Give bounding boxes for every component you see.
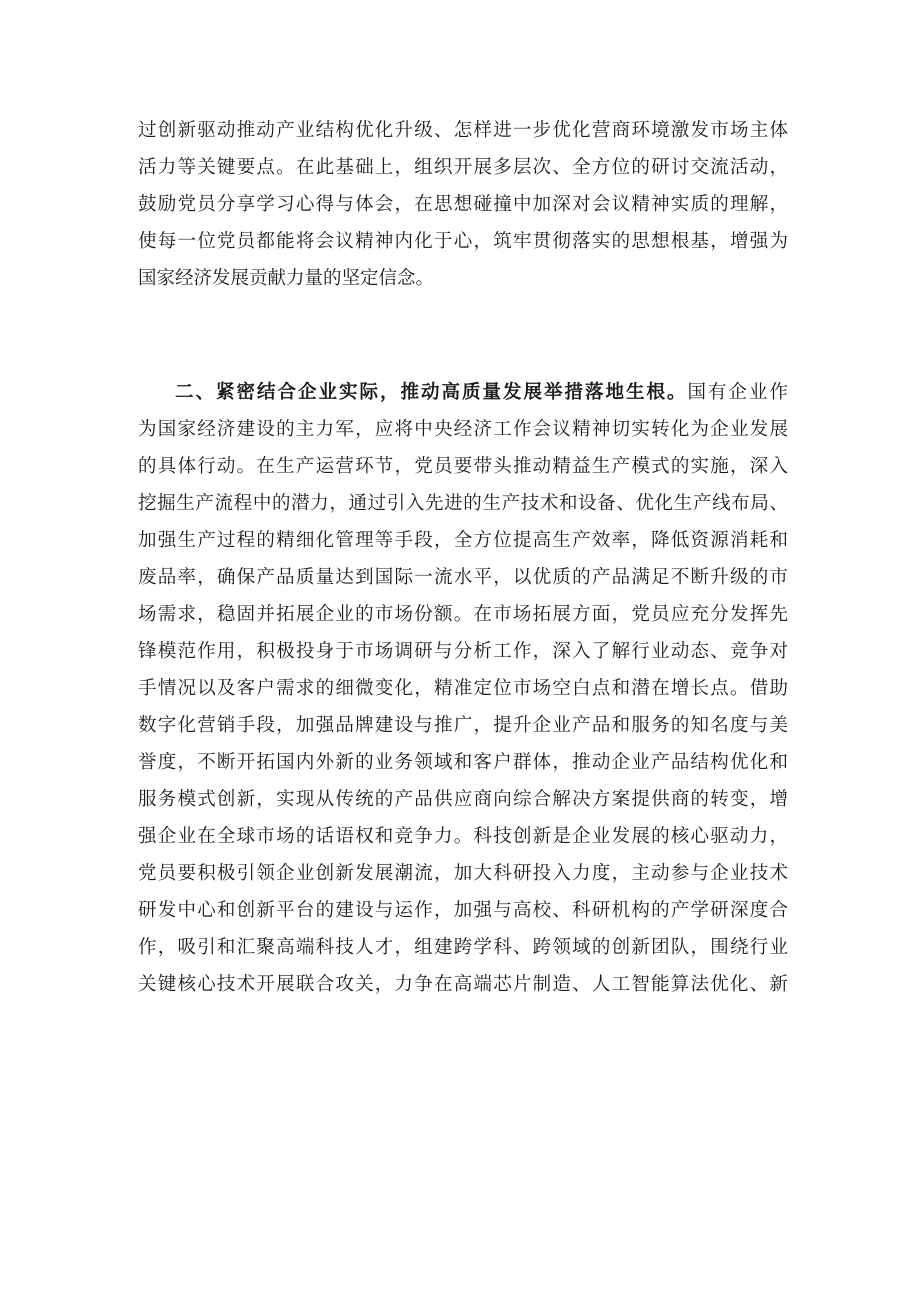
section-paragraph [138,374,788,1003]
paragraph-line: 的具体行动。在生产运营环节，党员要带头推动精益生产模式的实施，深入 [138,456,788,477]
section-heading: 二、紧密结合企业实际，推动高质量发展举措落地生根。 [175,382,688,403]
paragraph-line: 强企业在全球市场的话语权和竞争力。科技创新是企业发展的核心驱动力， [138,826,788,847]
paragraph-line: 数字化营销手段，加强品牌建设与推广，提升企业产品和服务的知名度与美 [138,715,788,736]
paragraph-first-line [138,374,788,411]
paragraph-line: 国家经济发展贡献力量的坚定信念。 [138,268,435,289]
paragraph-line: 使每一位党员都能将会议精神内化于心，筑牢贯彻落实的思想根基，增强为 [138,231,788,252]
paragraph-line: 过创新驱动推动产业结构优化升级、怎样进一步优化营商环境激发市场主体 [138,120,788,141]
paragraph-line: 加强生产过程的精细化管理等手段，全方位提高生产效率，降低资源消耗和 [138,530,788,551]
paragraph-line: 废品率，确保产品质量达到国际一流水平，以优质的产品满足不断升级的市 [138,567,788,588]
paragraph-line: 誉度，不断开拓国内外新的业务领域和客户群体，推动企业产品结构优化和 [138,752,788,773]
paragraph-text: 国有企业作 [687,382,788,403]
paragraph-line: 挖掘生产流程中的潜力，通过引入先进的生产技术和设备、优化生产线布局、 [138,493,788,514]
paragraph-line: 服务模式创新，实现从传统的产品供应商向综合解决方案提供商的转变，增 [138,789,788,810]
paragraph-line: 手情况以及客户需求的细微变化，精准定位市场空白点和潜在增长点。借助 [138,678,788,699]
paragraph-continuation [138,112,788,297]
paragraph-line: 场需求，稳固并拓展企业的市场份额。在市场拓展方面，党员应充分发挥先 [138,604,788,625]
paragraph-line: 研发中心和创新平台的建设与运作，加强与高校、科研机构的产学研深度合 [138,900,788,921]
paragraph-line: 活力等关键要点。在此基础上，组织开展多层次、全方位的研讨交流活动， [138,157,788,178]
paragraph-line: 鼓励党员分享学习心得与体会，在思想碰撞中加深对会议精神实质的理解， [138,194,788,215]
paragraph-line: 作，吸引和汇聚高端科技人才，组建跨学科、跨领域的创新团队，围绕行业 [138,937,788,958]
paragraph-line: 党员要积极引领企业创新发展潮流，加大科研投入力度，主动参与企业技术 [138,863,788,884]
paragraph-line: 关键核心技术开展联合攻关，力争在高端芯片制造、人工智能算法优化、新 [138,974,788,995]
paragraph-line: 锋模范作用，积极投身于市场调研与分析工作，深入了解行业动态、竞争对 [138,641,788,662]
paragraph-line: 为国家经济建设的主力军，应将中央经济工作会议精神切实转化为企业发展 [138,419,788,440]
